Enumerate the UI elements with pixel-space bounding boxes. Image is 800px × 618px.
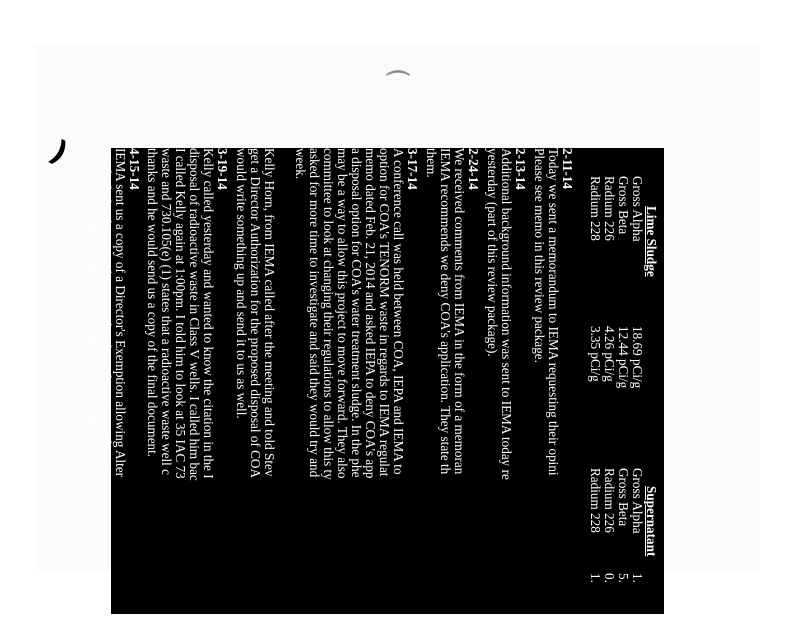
entry-line: Today we sent a memorandum to IEMA requesting their opini [546, 148, 561, 476]
right-table-value: 0. [602, 573, 617, 583]
entry-line: waste and 730.105(e) (1) states that a radioactive waste well c [159, 148, 174, 475]
left-table-value: 12.44 pCi/g [616, 326, 631, 389]
entry-date: 3-19-14 [215, 148, 230, 190]
entry-line: memo dated Feb. 21, 2014 and asked IEPA to deny COA's app [363, 148, 378, 479]
right-table-value: 1. [630, 573, 645, 583]
entry-line: Please see memo in this review package. [532, 148, 547, 363]
right-table-label: Radium 226 [602, 468, 617, 533]
entry-line: asked for more time to investigate and said they would try and [307, 148, 322, 478]
entry-date: 2-24-14 [466, 148, 481, 190]
left-table-value: 4.26 pCi/g [602, 326, 617, 382]
entry-line: A conference call was held between COA, IEPA and IEMA to [391, 148, 406, 475]
document-text-body [85, 148, 664, 614]
entry-line: I called Kelly again at 1:00pm. I told him to look at 35 IAC 73 [173, 148, 188, 479]
entry-line: a disposal option for COA's water treatment sludge. In the phe [349, 148, 364, 478]
right-table-label: Gross Alpha [630, 468, 645, 534]
left-table-value: 18.69 pCi/g [630, 326, 645, 389]
entry-line: committee to look at changing their regulations to allow this ty [321, 148, 336, 480]
right-table-heading: Supernatant [644, 486, 659, 557]
entry-line: Director of IEMA. IEMA also sent this to Marc Fisher, consult [85, 148, 100, 480]
left-table-heading: Lime Sludge [644, 206, 659, 277]
entry-line: would write something up and send it to us as well. [234, 148, 249, 419]
entry-line: thanks and he would send us a copy of the final document. [145, 148, 160, 458]
scan-artifact-mark: ) [44, 133, 74, 172]
left-table-label: Radium 226 [602, 176, 617, 241]
rotated-document-scan [85, 148, 664, 614]
entry-line: We received comments from IEMA in the form of a memoran [452, 148, 467, 475]
entry-line: residuals for the City of Aurora, dated April 7, 2014 and signe [99, 148, 114, 476]
right-table-label: Radium 228 [588, 468, 603, 533]
entry-line: them. [424, 148, 439, 178]
entry-line: week. [293, 148, 308, 180]
entry-line: yesterday (part of this review package). [485, 148, 500, 357]
left-table-value: 3.35 pCi/g [588, 326, 603, 382]
entry-line: IEMA recommends we deny COA's application. They state th [438, 148, 453, 475]
entry-line: disposal of radioactive waste in Class V wells. I called him bac [187, 148, 202, 481]
entry-line: get a Director Authorization for the proposed disposal of COA [248, 148, 263, 478]
entry-line: Kelly called yesterday and wanted to know the citation in the I [201, 148, 216, 479]
left-table-label: Radium 228 [588, 176, 603, 241]
scan-artifact-mark: ( [383, 67, 414, 79]
entry-line: Additional background information was sent to IEMA today re [499, 148, 514, 480]
right-table-label: Gross Beta [616, 468, 631, 527]
right-table-value: 5. [616, 573, 631, 583]
entry-line: Kelly Horn, from IEMA called after the meeting and told Stev [262, 148, 277, 477]
entry-date: 2-13-14 [513, 148, 528, 190]
entry-date: 2-11-14 [560, 148, 575, 190]
right-table-value: 1. [588, 573, 603, 583]
entry-line: may be a way to allow this project to move forward. They also [335, 148, 350, 479]
left-table-label: Gross Alpha [630, 176, 645, 242]
left-table-label: Gross Beta [616, 176, 631, 235]
entry-date: 4-15-14 [127, 148, 142, 190]
entry-date: 3-17-14 [405, 148, 420, 190]
entry-line: IEMA sent us a copy of a Director's Exemption allowing Alter [113, 148, 128, 478]
entry-line: option for COA's TENORM waste in regards to IEMA regulat [377, 148, 392, 477]
